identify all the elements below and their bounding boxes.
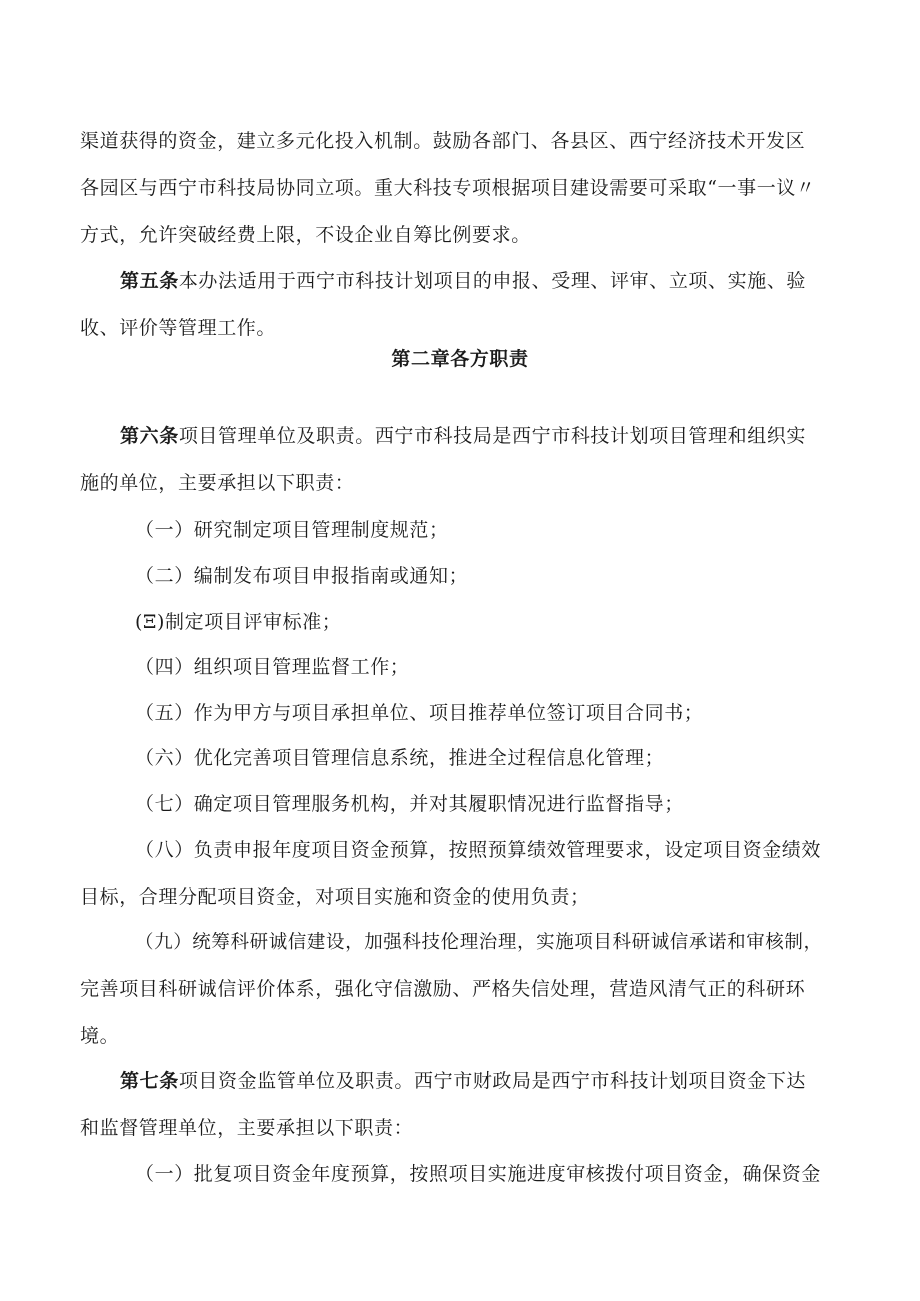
article-7-label: 第七条: [120, 1070, 179, 1092]
list-item: （一）批复项目资金年度预算，按照项目实施进度审核拨付项目资金，确保资金: [135, 1163, 822, 1185]
article-5-line: [120, 268, 840, 294]
paragraph-line: 目标，合理分配项目资金，对项目实施和资金的使用负责；: [80, 886, 590, 908]
article-6-line: [120, 423, 840, 449]
list-item: （二）编制发布项目申报指南或通知；: [135, 565, 469, 587]
paragraph-line: 各园区与西宁市科技局协同立项。重大科技专项根据项目建设需要可采取“一事一议〃: [80, 177, 816, 199]
list-item: （八）负责申报年度项目资金预算，按照预算绩效管理要求，设定项目资金绩效: [135, 839, 822, 861]
article-6-text: 项目管理单位及职责。西宁市科技局是西宁市科技计划项目管理和组织实: [178, 425, 807, 447]
article-7-line: [120, 1068, 840, 1094]
list-item: （一）研究制定项目管理制度规范；: [135, 519, 449, 541]
paragraph-line: 和监督管理单位，主要承担以下职责：: [80, 1117, 414, 1139]
list-item: (Ξ)制定项目评审标准；: [135, 611, 342, 633]
paragraph-line: 收、评价等管理工作。: [80, 317, 277, 339]
paragraph-line: 境。: [80, 1025, 120, 1047]
paragraph-line: 施的单位，主要承担以下职责：: [80, 472, 355, 494]
list-item: （七）确定项目管理服务机构，并对其履职情况进行监督指导；: [135, 793, 684, 815]
article-5-label: 第五条: [120, 270, 179, 292]
chapter-title: 第二章各方职责: [391, 348, 529, 370]
article-7-text: 项目资金监管单位及职责。西宁市财政局是西宁市科技计划项目资金下达: [178, 1070, 807, 1092]
list-item: （六）优化完善项目管理信息系统，推进全过程信息化管理；: [135, 747, 665, 769]
paragraph-line: 完善项目科研诚信评价体系，强化守信激励、严格失信处理，营造风清气正的科研环: [80, 978, 806, 1000]
paragraph-line: 渠道获得的资金，建立多元化投入机制。鼓励各部门、各县区、西宁经济技术开发区: [80, 130, 806, 152]
list-item: （四）组织项目管理监督工作；: [135, 656, 410, 678]
list-item: （九）统筹科研诚信建设，加强科技伦理治理，实施项目科研诚信承诺和审核制，: [135, 932, 823, 953]
list-item: （五）作为甲方与项目承担单位、项目推荐单位签订项目合同书；: [135, 702, 704, 724]
paragraph-line: 方式，允许突破经费上限，不设企业自筹比例要求。: [80, 224, 531, 246]
article-6-label: 第六条: [120, 425, 179, 447]
article-5-text: 本办法适用于西宁市科技计划项目的申报、受理、评审、立项、实施、验: [178, 270, 807, 292]
